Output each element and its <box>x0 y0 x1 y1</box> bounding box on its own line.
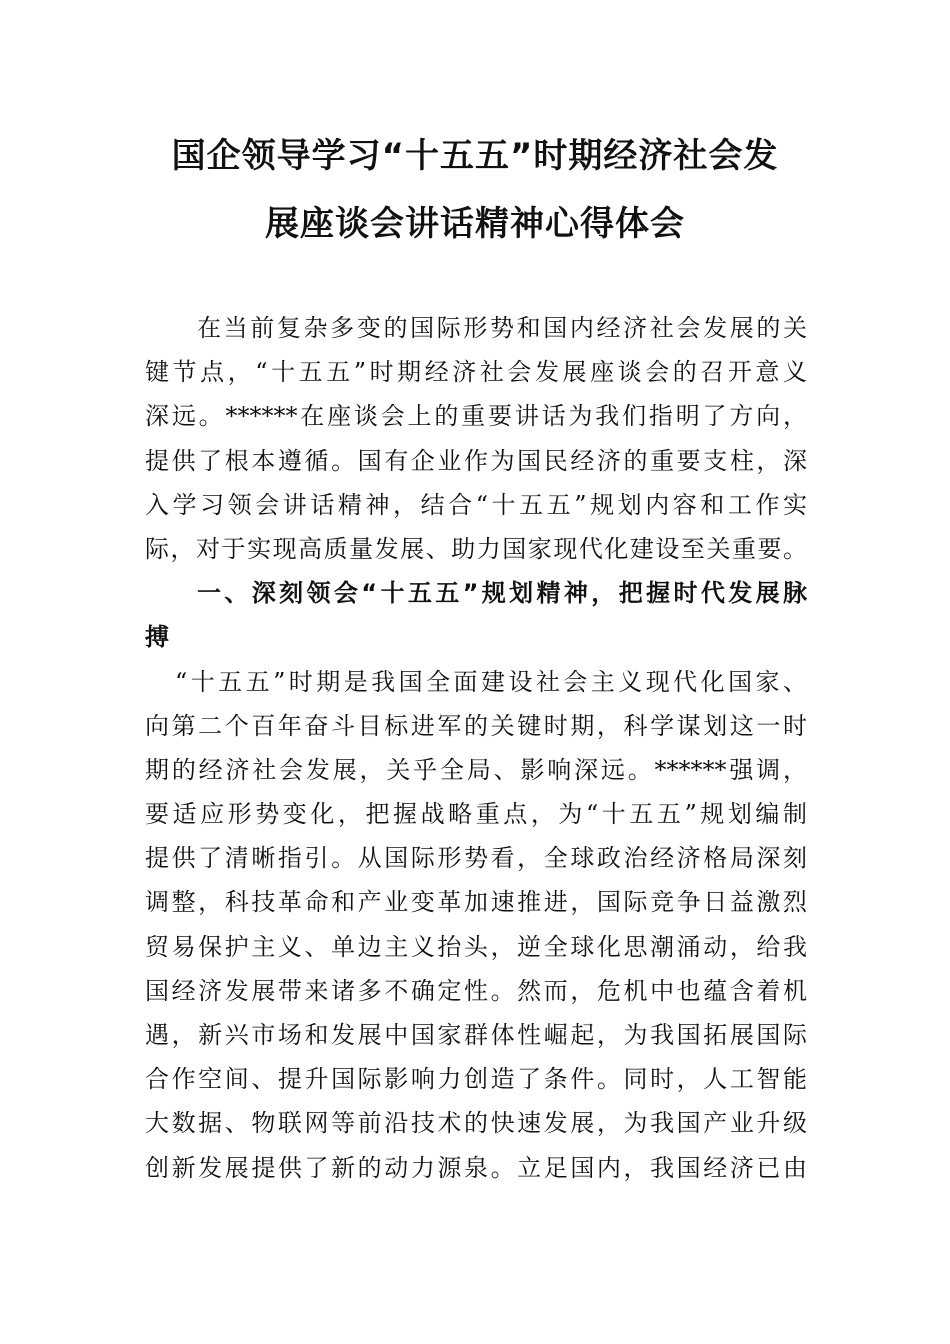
text-line: 在当前复杂多变的国际形势和国内经济社会发展的关 <box>197 314 807 342</box>
text-line: 要适应形势变化，把握战略重点，为“十五五”规划编制 <box>145 800 807 829</box>
document-title-line-2: 展座谈会讲话精神心得体会 <box>265 204 685 244</box>
document-body <box>145 306 807 1190</box>
paragraph-section-1 <box>145 660 807 1190</box>
text-line: 调整，科技革命和产业变革加速推进，国际竞争日益激烈 <box>145 888 807 917</box>
text-line: 深远。******在座谈会上的重要讲话为我们指明了方向， <box>145 402 807 431</box>
text-line: 贸易保护主义、单边主义抬头，逆全球化思潮涌动，给我 <box>145 932 807 961</box>
text-line: 合作空间、提升国际影响力创造了条件。同时，人工智能 <box>145 1065 807 1094</box>
text-line: 提供了清晰指引。从国际形势看，全球政治经济格局深刻 <box>145 844 807 873</box>
text-line: “十五五”时期是我国全面建设社会主义现代化国家、 <box>175 667 807 696</box>
text-line: 大数据、物联网等前沿技术的快速发展，为我国产业升级 <box>145 1109 807 1138</box>
text-line: 国经济发展带来诸多不确定性。然而，危机中也蕴含着机 <box>145 976 807 1005</box>
text-line: 遇，新兴市场和发展中国家群体性崛起，为我国拓展国际 <box>145 1021 807 1049</box>
text-line: 际，对于实现高质量发展、助力国家现代化建设至关重要。 <box>145 534 807 563</box>
text-line: 向第二个百年奋斗目标进军的关键时期，科学谋划这一时 <box>145 711 807 740</box>
heading-line: 一、深刻领会“十五五”规划精神，把握时代发展脉 <box>197 579 807 608</box>
text-line: 入学习领会讲话精神，结合“十五五”规划内容和工作实 <box>145 490 807 519</box>
text-line: 期的经济社会发展，关乎全局、影响深远。******强调， <box>145 755 807 784</box>
text-line: 键节点，“十五五”时期经济社会发展座谈会的召开意义 <box>145 358 807 387</box>
heading-line: 搏 <box>145 623 169 652</box>
paragraph-intro <box>145 306 807 571</box>
document-title-line-1: 国企领导学习“十五五”时期经济社会发 <box>171 136 779 176</box>
text-line: 创新发展提供了新的动力源泉。立足国内，我国经济已由 <box>145 1153 807 1182</box>
section-heading-1 <box>145 571 807 659</box>
text-line: 提供了根本遵循。国有企业作为国民经济的重要支柱，深 <box>145 446 807 475</box>
